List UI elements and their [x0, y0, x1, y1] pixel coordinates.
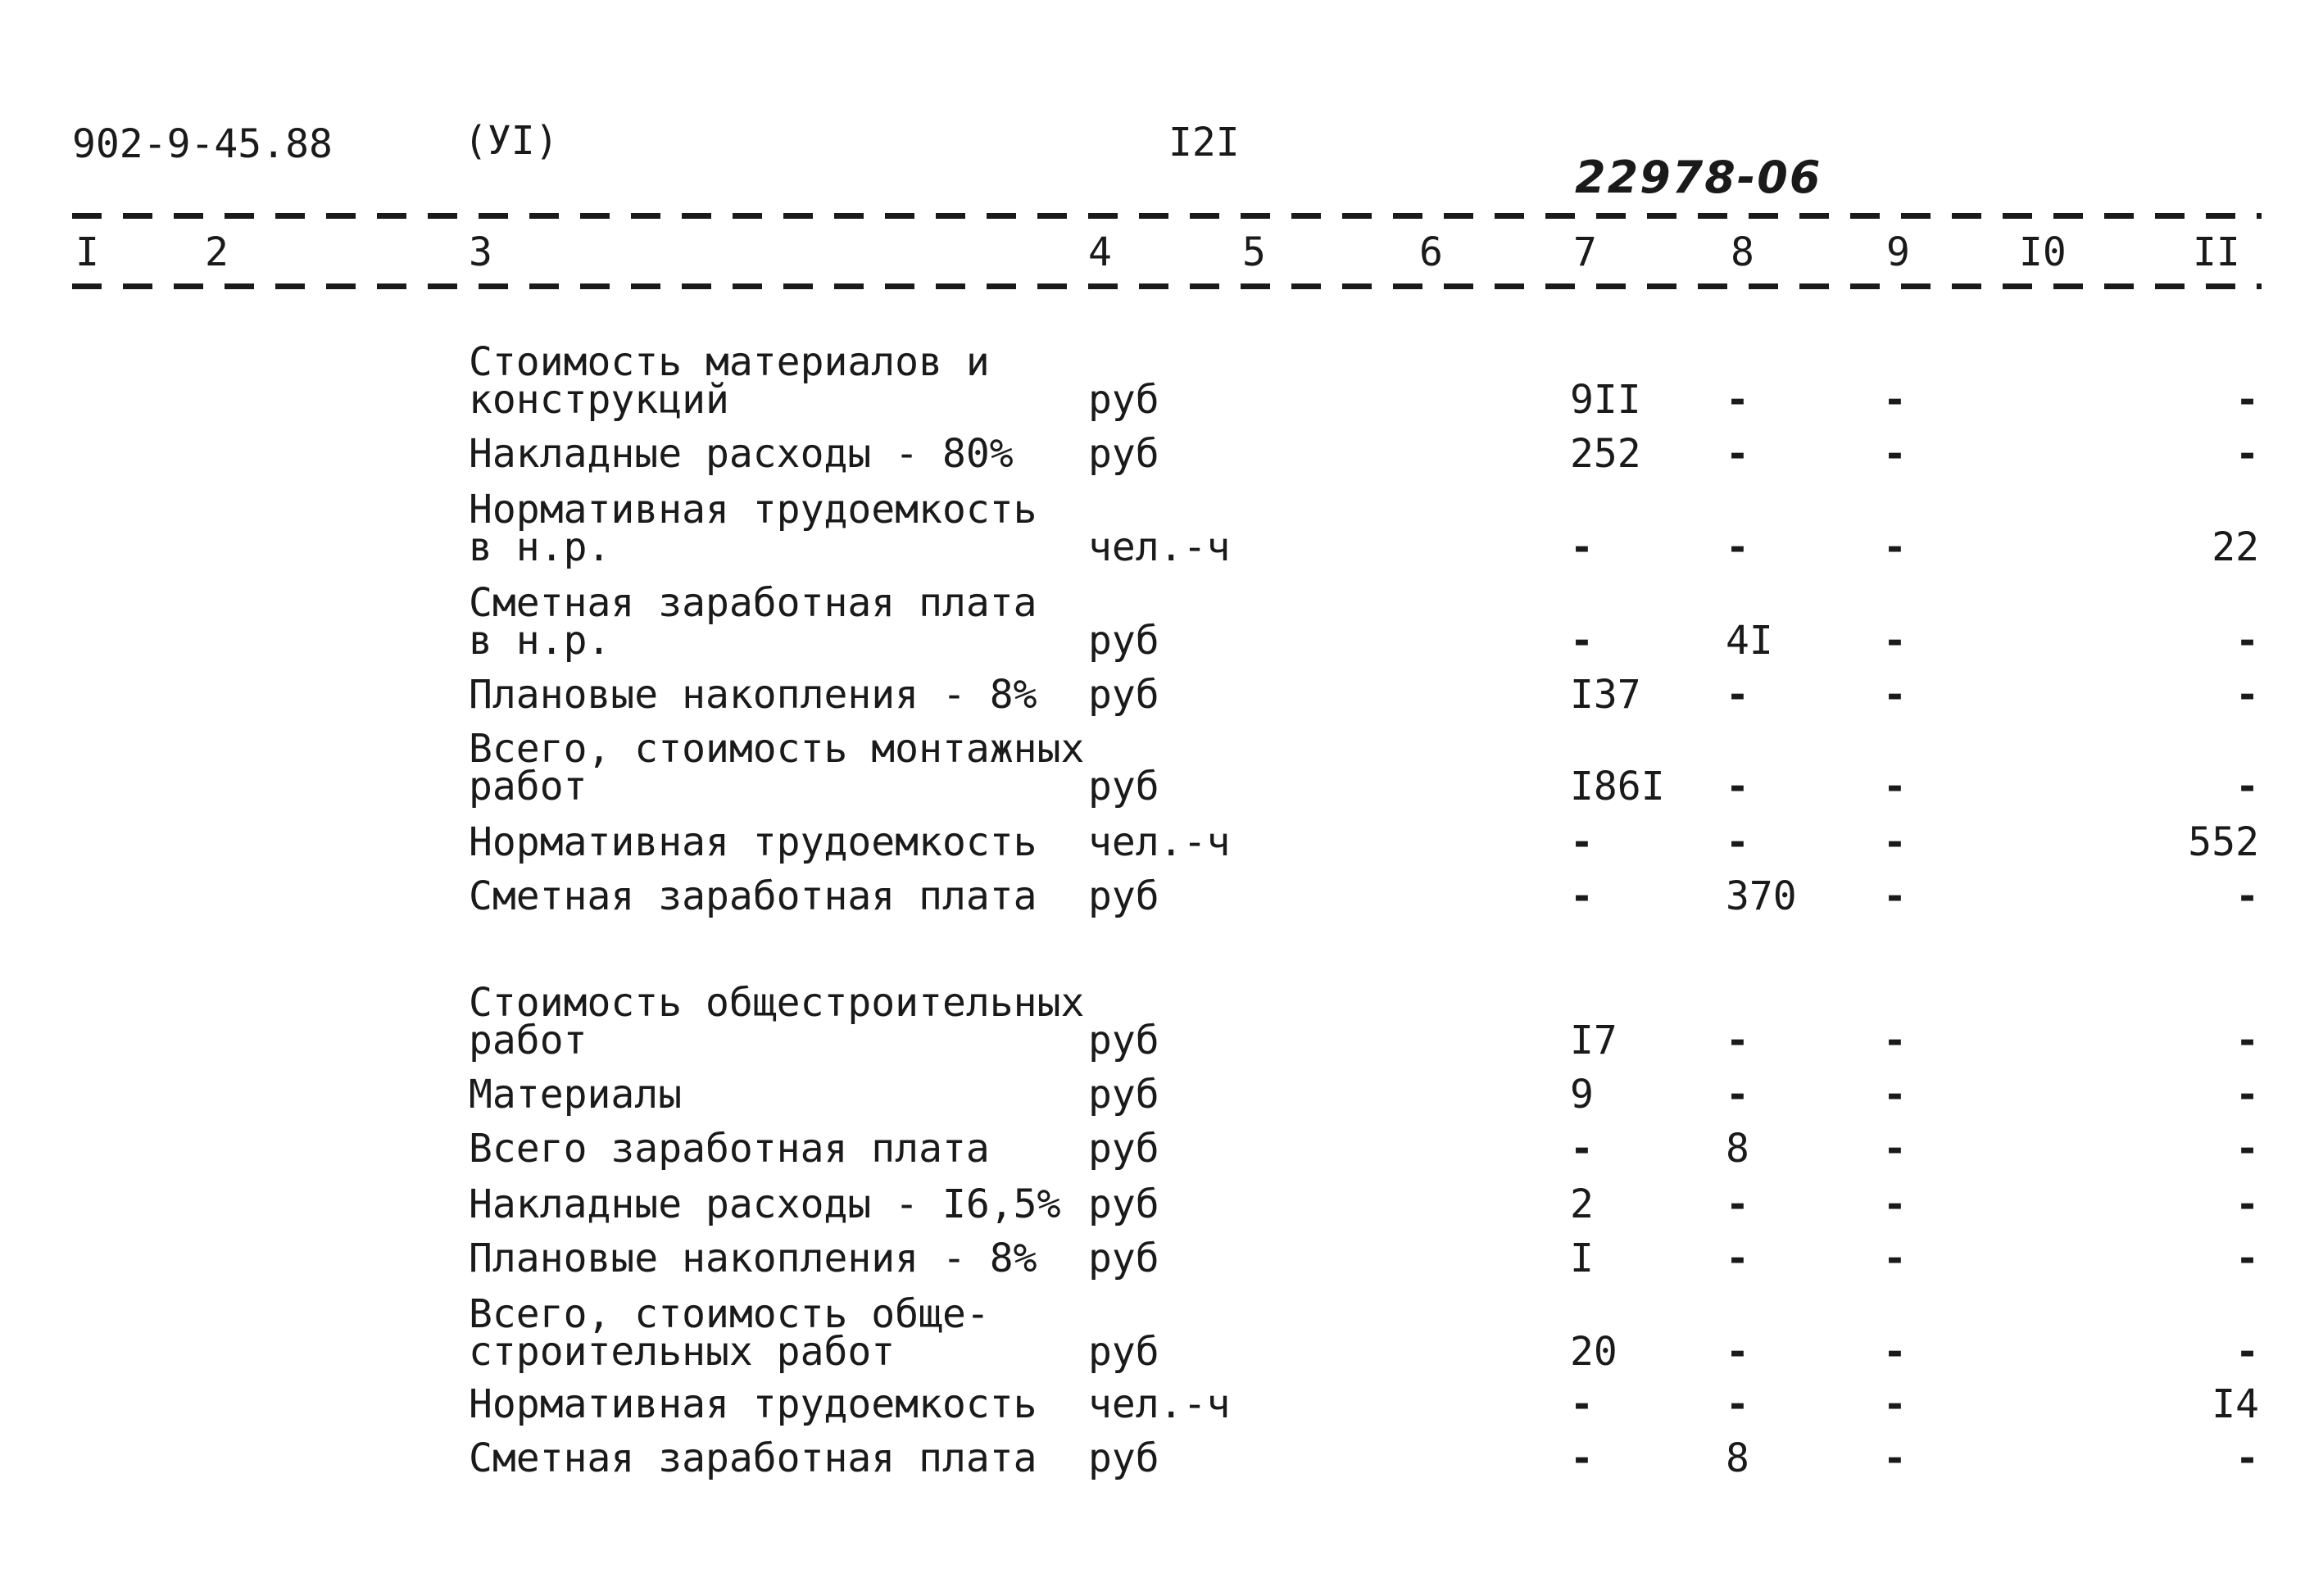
row-col7-value: I86I — [1570, 764, 1665, 809]
handwritten-stamp-number: 22978-06 — [1575, 152, 1822, 203]
row-col9-value: - — [1883, 431, 1907, 477]
row-col8-value: - — [1726, 524, 1749, 570]
column-number: 8 — [1731, 229, 1754, 275]
row-unit: руб — [1088, 1329, 1159, 1375]
row-name-line: работ — [469, 764, 588, 809]
row-col7-value: I37 — [1570, 672, 1641, 718]
row-col11-value: - — [2235, 764, 2259, 809]
column-number: 5 — [1242, 229, 1266, 275]
row-col8-value: - — [1726, 764, 1749, 809]
row-col11-value: - — [2235, 672, 2259, 718]
row-unit: руб — [1088, 1236, 1159, 1281]
row-unit: чел.-ч — [1088, 1381, 1231, 1427]
row-col7-value: 252 — [1570, 431, 1641, 477]
column-number: 4 — [1088, 229, 1112, 275]
column-number: 6 — [1419, 229, 1443, 275]
row-unit: руб — [1088, 377, 1159, 423]
header-top-rule — [72, 213, 2262, 219]
row-name-line: Сметная заработная плата — [469, 873, 1037, 919]
row-col7-value: 9 — [1570, 1072, 1594, 1118]
row-col11-value: - — [2235, 1329, 2259, 1375]
row-name-line: Сметная заработная плата — [469, 1435, 1037, 1481]
row-col9-value: - — [1883, 618, 1907, 664]
row-col11-value: I4 — [2212, 1381, 2259, 1427]
column-number: 7 — [1573, 229, 1597, 275]
row-col7-value: - — [1570, 819, 1594, 865]
row-name-line: Сметная заработная плата — [469, 580, 1037, 626]
row-col7-value: - — [1570, 1381, 1594, 1427]
row-unit: руб — [1088, 764, 1159, 809]
row-unit: руб — [1088, 1126, 1159, 1172]
row-col8-value: - — [1726, 1072, 1749, 1118]
row-col7-value: I — [1570, 1236, 1594, 1281]
row-unit: руб — [1088, 431, 1159, 477]
row-col8-value: - — [1726, 819, 1749, 865]
row-col11-value: - — [2235, 1126, 2259, 1172]
row-col9-value: - — [1883, 1072, 1907, 1118]
row-name-line: Стоимость общестроительных — [469, 980, 1085, 1026]
row-col8-value: 4I — [1726, 618, 1773, 664]
row-name-line: в н.р. — [469, 618, 611, 664]
row-col11-value: - — [2235, 1018, 2259, 1063]
column-number: I — [75, 229, 99, 275]
row-col9-value: - — [1883, 1126, 1907, 1172]
row-col11-value: - — [2235, 1236, 2259, 1281]
row-col8-value: - — [1726, 1236, 1749, 1281]
row-col9-value: - — [1883, 377, 1907, 423]
row-name-line: конструкций — [469, 377, 729, 423]
row-col8-value: - — [1726, 672, 1749, 718]
row-col7-value: I7 — [1570, 1018, 1617, 1063]
row-col8-value: 8 — [1726, 1126, 1749, 1172]
row-col8-value: - — [1726, 377, 1749, 423]
row-col7-value: - — [1570, 873, 1594, 919]
row-name-line: Всего, стоимость обще- — [469, 1291, 990, 1337]
row-col11-value: - — [2235, 873, 2259, 919]
row-col11-value: - — [2235, 431, 2259, 477]
row-name-line: работ — [469, 1018, 588, 1063]
row-col9-value: - — [1883, 524, 1907, 570]
row-col9-value: - — [1883, 873, 1907, 919]
row-col9-value: - — [1883, 764, 1907, 809]
row-col7-value: - — [1570, 1435, 1594, 1481]
row-col9-value: - — [1883, 1435, 1907, 1481]
row-col8-value: - — [1726, 1329, 1749, 1375]
row-unit: чел.-ч — [1088, 524, 1231, 570]
row-name-line: Плановые накопления - 8% — [469, 1236, 1037, 1281]
row-name-line: строительных работ — [469, 1329, 896, 1375]
row-unit: руб — [1088, 1435, 1159, 1481]
row-unit: чел.-ч — [1088, 819, 1231, 865]
row-col8-value: - — [1726, 431, 1749, 477]
row-col8-value: - — [1726, 1018, 1749, 1063]
row-col7-value: 20 — [1570, 1329, 1617, 1375]
row-col9-value: - — [1883, 1018, 1907, 1063]
row-col9-value: - — [1883, 1329, 1907, 1375]
row-name-line: Материалы — [469, 1072, 683, 1118]
page-number: I2I — [1168, 120, 1240, 165]
row-name-line: Стоимость материалов и — [469, 339, 990, 385]
row-unit: руб — [1088, 618, 1159, 664]
row-col11-value: - — [2235, 1435, 2259, 1481]
row-name-line: Нормативная трудоемкость — [469, 487, 1037, 533]
row-col7-value: 2 — [1570, 1181, 1594, 1227]
row-col9-value: - — [1883, 1381, 1907, 1427]
row-name-line: Плановые накопления - 8% — [469, 672, 1037, 718]
row-name-line: в н.р. — [469, 524, 611, 570]
row-col8-value: - — [1726, 1181, 1749, 1227]
row-unit: руб — [1088, 672, 1159, 718]
row-name-line: Накладные расходы - 80% — [469, 431, 1014, 477]
column-number: 2 — [205, 229, 229, 275]
row-col7-value: - — [1570, 1126, 1594, 1172]
row-unit: руб — [1088, 1181, 1159, 1227]
column-number: I0 — [2019, 229, 2067, 275]
row-col9-value: - — [1883, 672, 1907, 718]
row-name-line: Накладные расходы - I6,5% — [469, 1181, 1061, 1227]
header-bottom-rule — [72, 283, 2262, 289]
column-number: 9 — [1886, 229, 1910, 275]
row-col7-value: - — [1570, 524, 1594, 570]
section-number: (УI) — [464, 118, 559, 164]
row-col11-value: - — [2235, 1072, 2259, 1118]
row-col7-value: 9II — [1570, 377, 1641, 423]
row-name-line: Нормативная трудоемкость — [469, 1381, 1037, 1427]
row-col11-value: - — [2235, 377, 2259, 423]
row-col11-value: - — [2235, 618, 2259, 664]
row-col8-value: 370 — [1726, 873, 1797, 919]
row-unit: руб — [1088, 1018, 1159, 1063]
row-name-line: Всего заработная плата — [469, 1126, 990, 1172]
document-code: 902-9-45.88 — [72, 121, 333, 167]
column-number: II — [2193, 229, 2240, 275]
row-unit: руб — [1088, 1072, 1159, 1118]
row-col8-value: - — [1726, 1381, 1749, 1427]
row-col9-value: - — [1883, 819, 1907, 865]
row-col11-value: 552 — [2188, 819, 2259, 865]
row-col7-value: - — [1570, 618, 1594, 664]
row-name-line: Нормативная трудоемкость — [469, 819, 1037, 865]
row-name-line: Всего, стоимость монтажных — [469, 726, 1085, 772]
row-unit: руб — [1088, 873, 1159, 919]
row-col11-value: 22 — [2212, 524, 2259, 570]
row-col8-value: 8 — [1726, 1435, 1749, 1481]
row-col9-value: - — [1883, 1236, 1907, 1281]
row-col9-value: - — [1883, 1181, 1907, 1227]
column-number: 3 — [469, 229, 492, 275]
row-col11-value: - — [2235, 1181, 2259, 1227]
